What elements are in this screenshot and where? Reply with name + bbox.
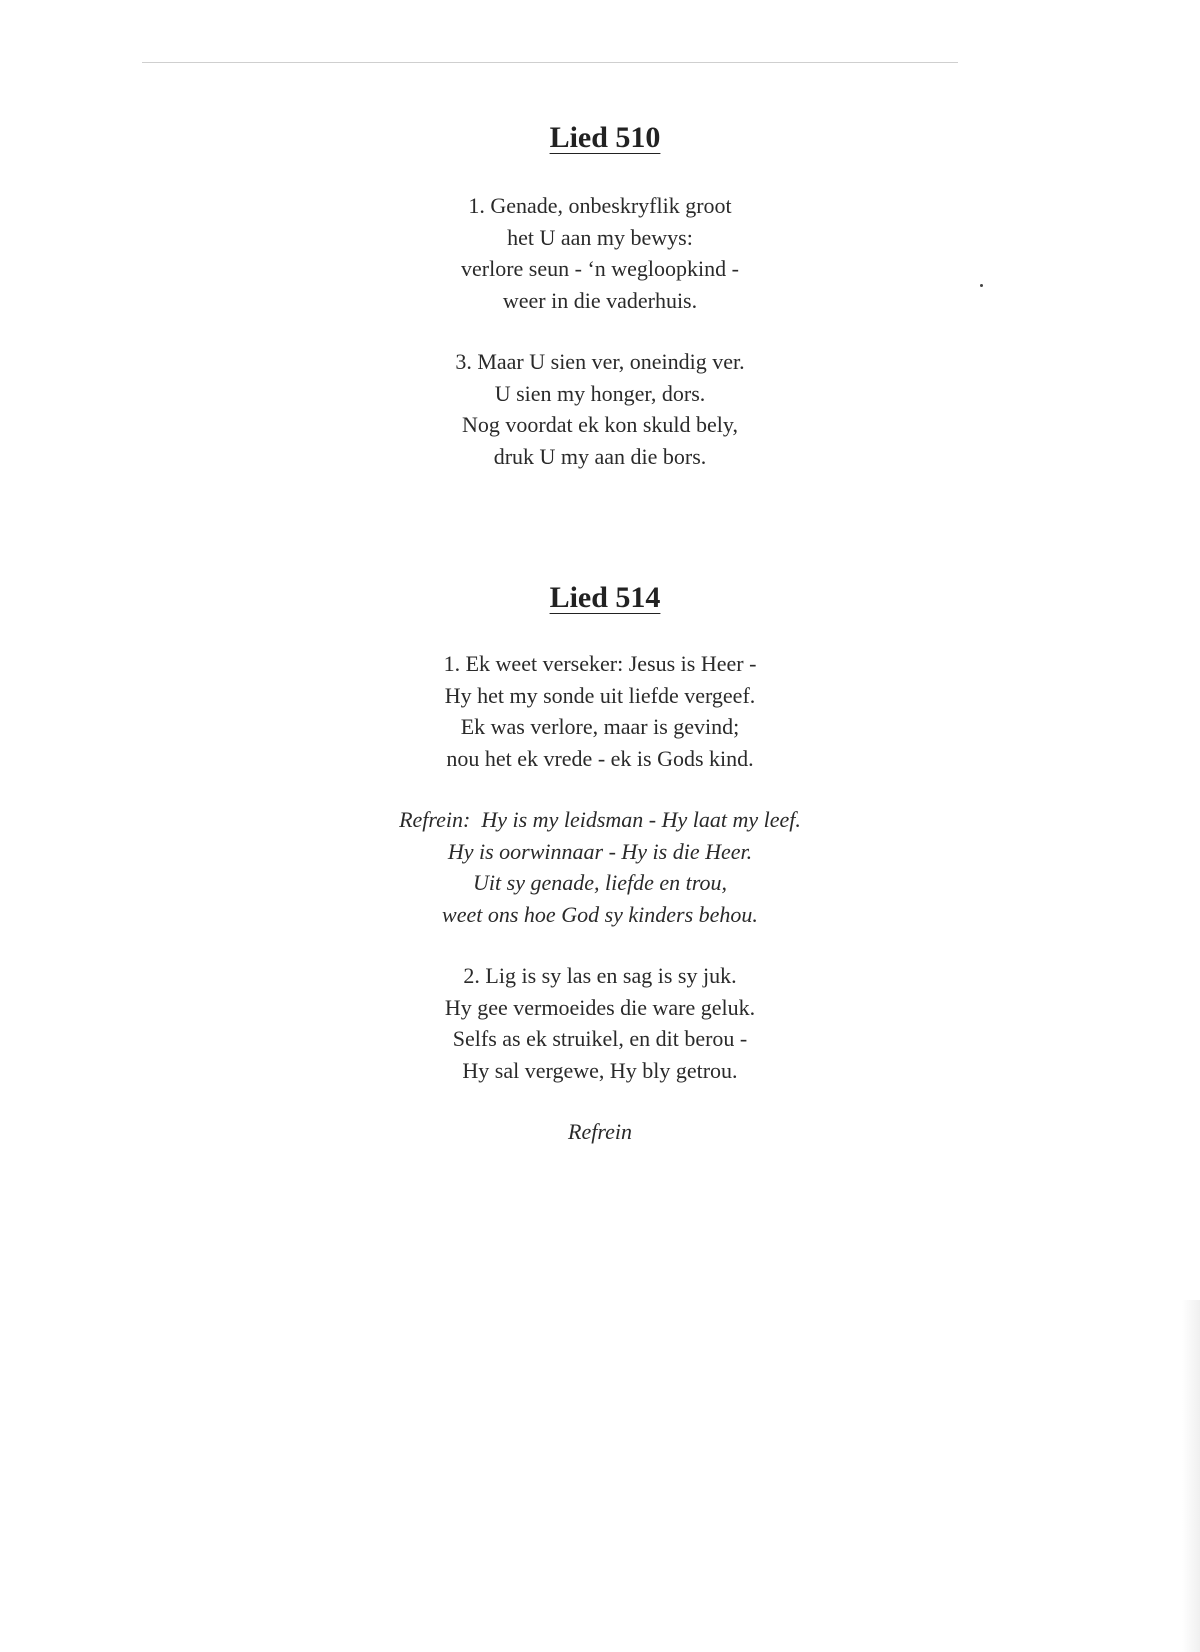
lyric-line: Hy het my sonde uit liefde vergeef.	[444, 682, 756, 708]
lyric-line: 2. Lig is sy las en sag is sy juk.	[463, 963, 737, 988]
lyric-line: Selfs as ek struikel, en dit berou -	[452, 1026, 748, 1051]
top-divider-line	[142, 62, 958, 63]
lyric-line: het U aan my bewys:	[507, 224, 693, 250]
lyric-line: 3. Maar U sien ver, oneindig ver.	[455, 349, 745, 374]
stanza-verse-2	[0, 960, 1200, 1086]
lyric-line: Refrein: Hy is my leidsman - Hy laat my leef.	[399, 807, 801, 832]
stanza-verse-3	[0, 346, 1200, 472]
scan-edge-shadow	[1182, 1300, 1200, 1652]
stanza-verse-1	[0, 190, 1200, 316]
lyric-line: 1. Ek weet verseker: Jesus is Heer -	[443, 651, 757, 676]
lyric-line: Hy gee vermoeides die ware geluk.	[444, 994, 756, 1020]
refrain-reference: Refrein	[568, 1119, 632, 1144]
lyric-line: Hy is oorwinnaar - Hy is die Heer.	[447, 838, 753, 864]
lyric-line: 1. Genade, onbeskryflik groot	[468, 193, 732, 218]
song-title: Lied 514	[549, 581, 661, 614]
lyric-line: Hy sal vergewe, Hy bly getrou.	[462, 1057, 738, 1083]
song-lied-514	[0, 578, 1200, 1148]
lyric-line: verlore seun - ‘n wegloopkind -	[461, 256, 739, 281]
lyric-line: weet ons hoe God sy kinders behou.	[442, 901, 758, 927]
song-title: Lied 510	[549, 121, 661, 154]
stanza-verse-1	[0, 648, 1200, 774]
stanza-refrain	[0, 804, 1200, 930]
lyric-line: Uit sy genade, liefde en trou,	[473, 870, 727, 895]
lyric-line: Nog voordat ek kon skuld bely,	[462, 412, 738, 437]
lyric-line: Ek was verlore, maar is gevind;	[460, 714, 740, 739]
song-lied-510	[0, 118, 1200, 472]
lyric-line: U sien my honger, dors.	[494, 380, 706, 406]
lyric-line: weer in die vaderhuis.	[502, 287, 698, 313]
lyric-line: druk U my aan die bors.	[493, 443, 707, 469]
lyric-line: nou het ek vrede - ek is Gods kind.	[446, 745, 754, 771]
